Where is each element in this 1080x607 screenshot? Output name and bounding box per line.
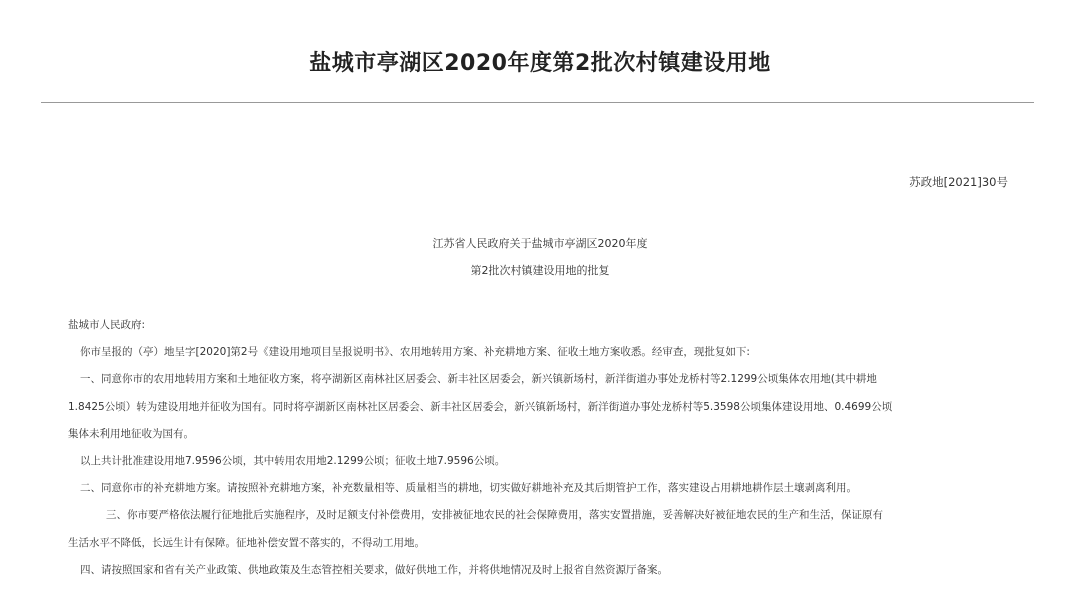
- document-number: 苏政地[2021]30号: [909, 175, 1008, 189]
- paragraph-item4: 四、请按照国家和省有关产业政策、供地政策及生态管控相关要求，做好供地工作，并将供地情况及时上报省自然资源厅备案。: [80, 564, 668, 576]
- paragraph-item1-line3: 集体未利用地征收为国有。: [68, 428, 194, 440]
- document-heading-line2: 第2批次村镇建设用地的批复: [470, 264, 610, 277]
- paragraph-item1-line2: 1.8425公顷）转为建设用地并征收为国有。同时将亭湖新区南林社区居委会、新丰社区居委会，新兴镇新场村，新洋街道办事处龙桥村等5.3598公顷集体建设用地、0.4699公顷: [68, 401, 893, 413]
- title-divider: [41, 102, 1034, 103]
- document-heading-line1: 江苏省人民政府关于盐城市亭湖区2020年度: [432, 237, 648, 250]
- page-title: 盐城市亭湖区2020年度第2批次村镇建设用地: [309, 51, 771, 76]
- paragraph-intro: 你市呈报的（亭）地呈字[2020]第2号《建设用地项目呈报说明书》、农用地转用方案、补充耕地方案、征收土地方案收悉。经审查，现批复如下:: [80, 346, 750, 358]
- paragraph-item3-line1: 三、你市要严格依法履行征地批后实施程序，及时足额支付补偿费用，安排被征地农民的社会保障费用，落实安置措施，妥善解决好被征地农民的生产和生活，保证原有: [106, 509, 883, 521]
- salutation: 盐城市人民政府:: [68, 319, 146, 331]
- paragraph-summary: 以上共计批准建设用地7.9596公顷，其中转用农用地2.1299公顷；征收土地7.9596公顷。: [80, 455, 506, 467]
- paragraph-item1-line1: 一、同意你市的农用地转用方案和土地征收方案，将亭湖新区南林社区居委会、新丰社区居委会，新兴镇新场村，新洋街道办事处龙桥村等2.1299公顷集体农用地(其中耕地: [80, 373, 877, 385]
- paragraph-item3-line2: 生活水平不降低，长远生计有保障。征地补偿安置不落实的，不得动工用地。: [68, 537, 425, 549]
- paragraph-item2: 二、同意你市的补充耕地方案。请按照补充耕地方案，补充数量相等、质量相当的耕地，切实做好耕地补充及其后期管护工作，落实建设占用耕地耕作层土壤剥离利用。: [80, 482, 857, 494]
